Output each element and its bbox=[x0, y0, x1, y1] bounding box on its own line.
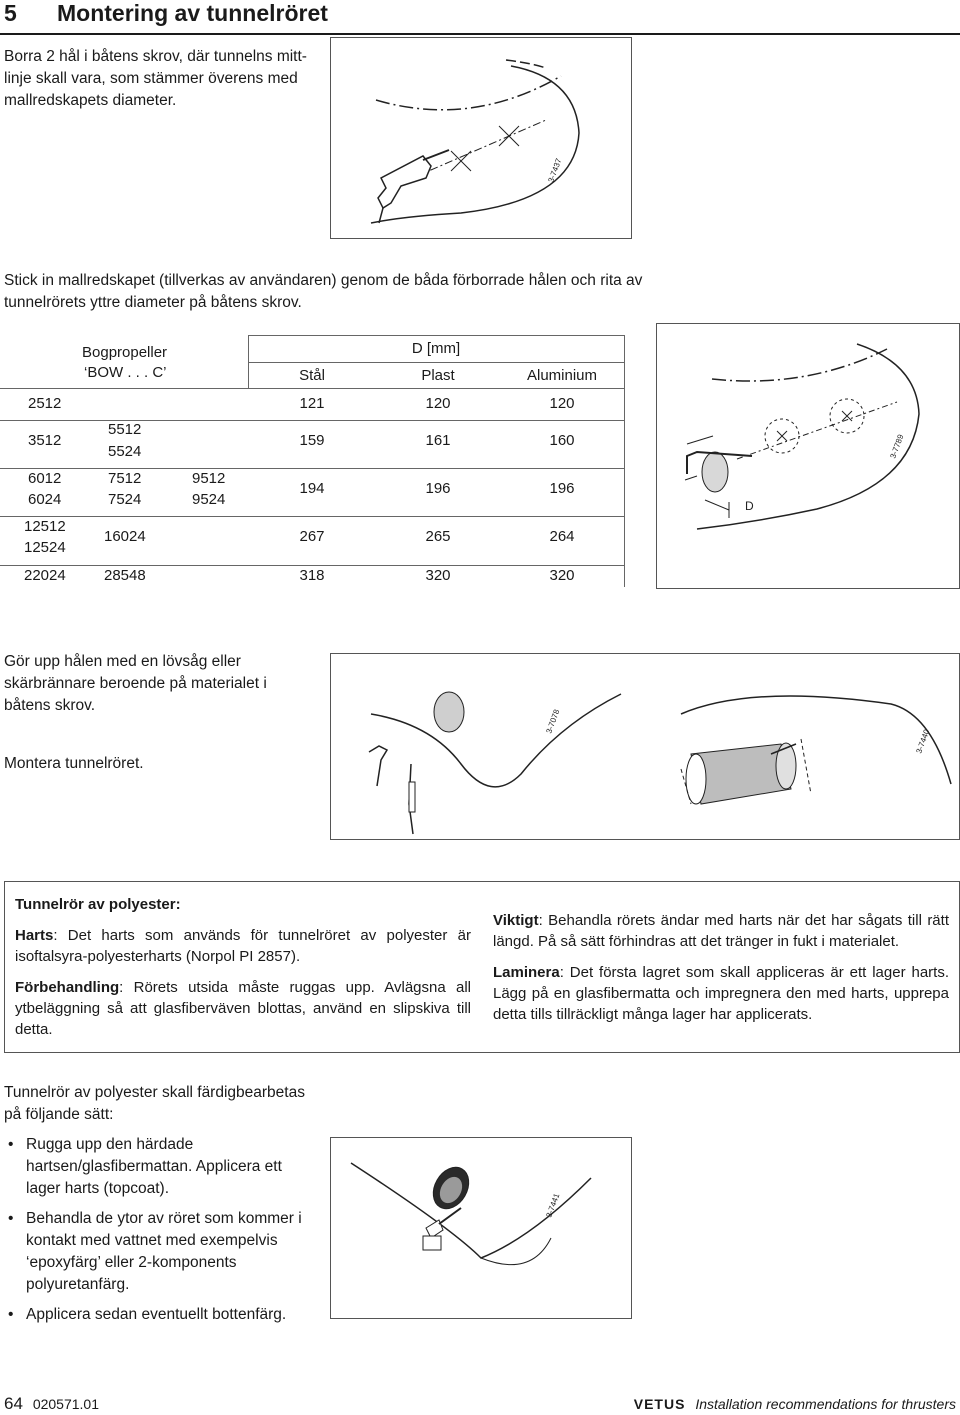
table-cell: 7524 bbox=[108, 491, 142, 508]
dimension-label-d: D bbox=[745, 499, 754, 513]
table-cell: 194 bbox=[299, 480, 325, 497]
drill-illustration bbox=[331, 38, 631, 238]
figure-saw-and-tube bbox=[330, 653, 960, 840]
heading-rule bbox=[0, 33, 960, 35]
figure-paint-brush bbox=[330, 1137, 632, 1319]
intro-paragraph: Borra 2 hål i båtens skrov, där tunnelns mitt-linje skall vara, som stämmer överens med mallredskapets diameter. bbox=[4, 48, 307, 109]
section-title: Montering av tunnelröret bbox=[57, 0, 328, 26]
info-box-title: Tunnelrör av polyester: bbox=[15, 896, 181, 913]
table-cell: 196 bbox=[425, 480, 451, 497]
figure-code: 3-7789 bbox=[888, 433, 906, 460]
table-cell: 265 bbox=[425, 528, 451, 545]
table-cell: 6012 bbox=[28, 470, 62, 487]
table-cell: 12524 bbox=[24, 539, 66, 556]
figure-code: 3-7441 bbox=[544, 1192, 562, 1219]
saw-and-tube-illustration bbox=[331, 654, 959, 839]
table-cell: 5512 bbox=[108, 421, 142, 438]
doc-code: 020571.01 bbox=[32, 1396, 99, 1412]
table-cell: 9512 bbox=[192, 470, 226, 487]
info-laminate: Laminera: Det första lagret som skall appliceras är ett lager harts. Lägg på en glasfibermatta och impregnera den med harts, upprepa detta tills tillräckligt många lager har applicerats. bbox=[493, 964, 949, 1023]
table-cell: 120 bbox=[549, 395, 575, 412]
table-cell: 3512 bbox=[28, 432, 62, 449]
finish-intro: Tunnelrör av polyester skall färdigbearbetas på följande sätt: bbox=[4, 1084, 305, 1123]
figure-drill bbox=[330, 37, 632, 239]
page-number: 64 bbox=[4, 1394, 23, 1413]
list-item: • Behandla de ytor av röret som kommer i kontakt med vattnet med exempelvis ‘epoxyfärg’ eller 2-komponents polyuretanfärg. bbox=[4, 1208, 306, 1296]
table-cell: 160 bbox=[549, 432, 575, 449]
table-cell: 120 bbox=[425, 395, 451, 412]
table-cell: 121 bbox=[299, 395, 325, 412]
table-cell: 12512 bbox=[24, 518, 66, 535]
brand-logo: VETUS bbox=[633, 1396, 686, 1412]
mount-paragraph: Montera tunnelröret. bbox=[4, 755, 144, 772]
table-cell: 2512 bbox=[28, 395, 62, 412]
col-steel: Stål bbox=[299, 367, 325, 384]
doc-title: Installation recommendations for thrusters bbox=[695, 1396, 956, 1412]
table-d-label: D [mm] bbox=[411, 340, 461, 357]
figure-code: 3-7437 bbox=[546, 157, 564, 184]
table-cell: 264 bbox=[549, 528, 575, 545]
footer-right bbox=[634, 1396, 956, 1412]
table-cell: 196 bbox=[549, 480, 575, 497]
table-cell: 159 bbox=[299, 432, 325, 449]
list-item: • Applicera sedan eventuellt bottenfärg. bbox=[4, 1304, 306, 1326]
table-cell: 9524 bbox=[192, 491, 226, 508]
template-tool-illustration bbox=[657, 324, 959, 588]
section-number: 5 bbox=[4, 0, 17, 26]
col-plastic: Plast bbox=[421, 367, 455, 384]
table-cell: 318 bbox=[299, 567, 325, 584]
table-cell: 6024 bbox=[28, 491, 62, 508]
dimension-table bbox=[0, 335, 624, 587]
figure-code: 3-7078 bbox=[544, 708, 562, 735]
table-cell: 320 bbox=[549, 567, 575, 584]
instruction-paragraph: Stick in mallredskapet (tillverkas av användaren) genom de båda förborrade hålen och rita av tunnelrörets yttre diameter på båtens skrov. bbox=[4, 272, 643, 311]
table-cell: 16024 bbox=[104, 528, 146, 545]
table-group-label: Bogpropeller bbox=[82, 344, 168, 361]
finish-list bbox=[4, 1134, 306, 1334]
info-box bbox=[4, 881, 960, 1053]
figure-code: 3-7440 bbox=[914, 728, 932, 755]
figure-template-tool bbox=[656, 323, 960, 589]
table-model-label: ‘BOW . . . C’ bbox=[84, 364, 167, 381]
table-cell: 161 bbox=[425, 432, 451, 449]
col-aluminium: Aluminium bbox=[526, 367, 598, 384]
table-cell: 7512 bbox=[108, 470, 142, 487]
paint-brush-illustration bbox=[331, 1138, 631, 1318]
table-cell: 320 bbox=[425, 567, 451, 584]
table-cell: 267 bbox=[299, 528, 325, 545]
table-cell: 28548 bbox=[104, 567, 146, 584]
list-item: • Rugga upp den härdade hartsen/glasfibermattan. Applicera ett lager harts (topcoat). bbox=[4, 1134, 306, 1200]
table-cell: 22024 bbox=[24, 567, 66, 584]
table-cell: 5524 bbox=[108, 443, 142, 460]
info-pretreatment: Förbehandling: Rörets utsida måste ruggas upp. Avlägsna all ytbeläggning så att glasfiberväven blottas, använd en slipskiva till detta. bbox=[15, 979, 471, 1038]
info-important: Viktigt: Behandla rörets ändar med harts när det har sågats till rätt längd. På så sätt förhindras att det tränger in fukt i materialet. bbox=[493, 912, 949, 950]
cut-paragraph: Gör upp hålen med en lövsåg eller skärbrännare beroende på materialet i båtens skrov. bbox=[4, 653, 267, 714]
footer-left bbox=[4, 1394, 99, 1414]
info-resin: Harts: Det harts som används för tunnelröret av polyester är isoftalsyra-polyesterharts (Norpol PI 2857). bbox=[15, 927, 471, 965]
